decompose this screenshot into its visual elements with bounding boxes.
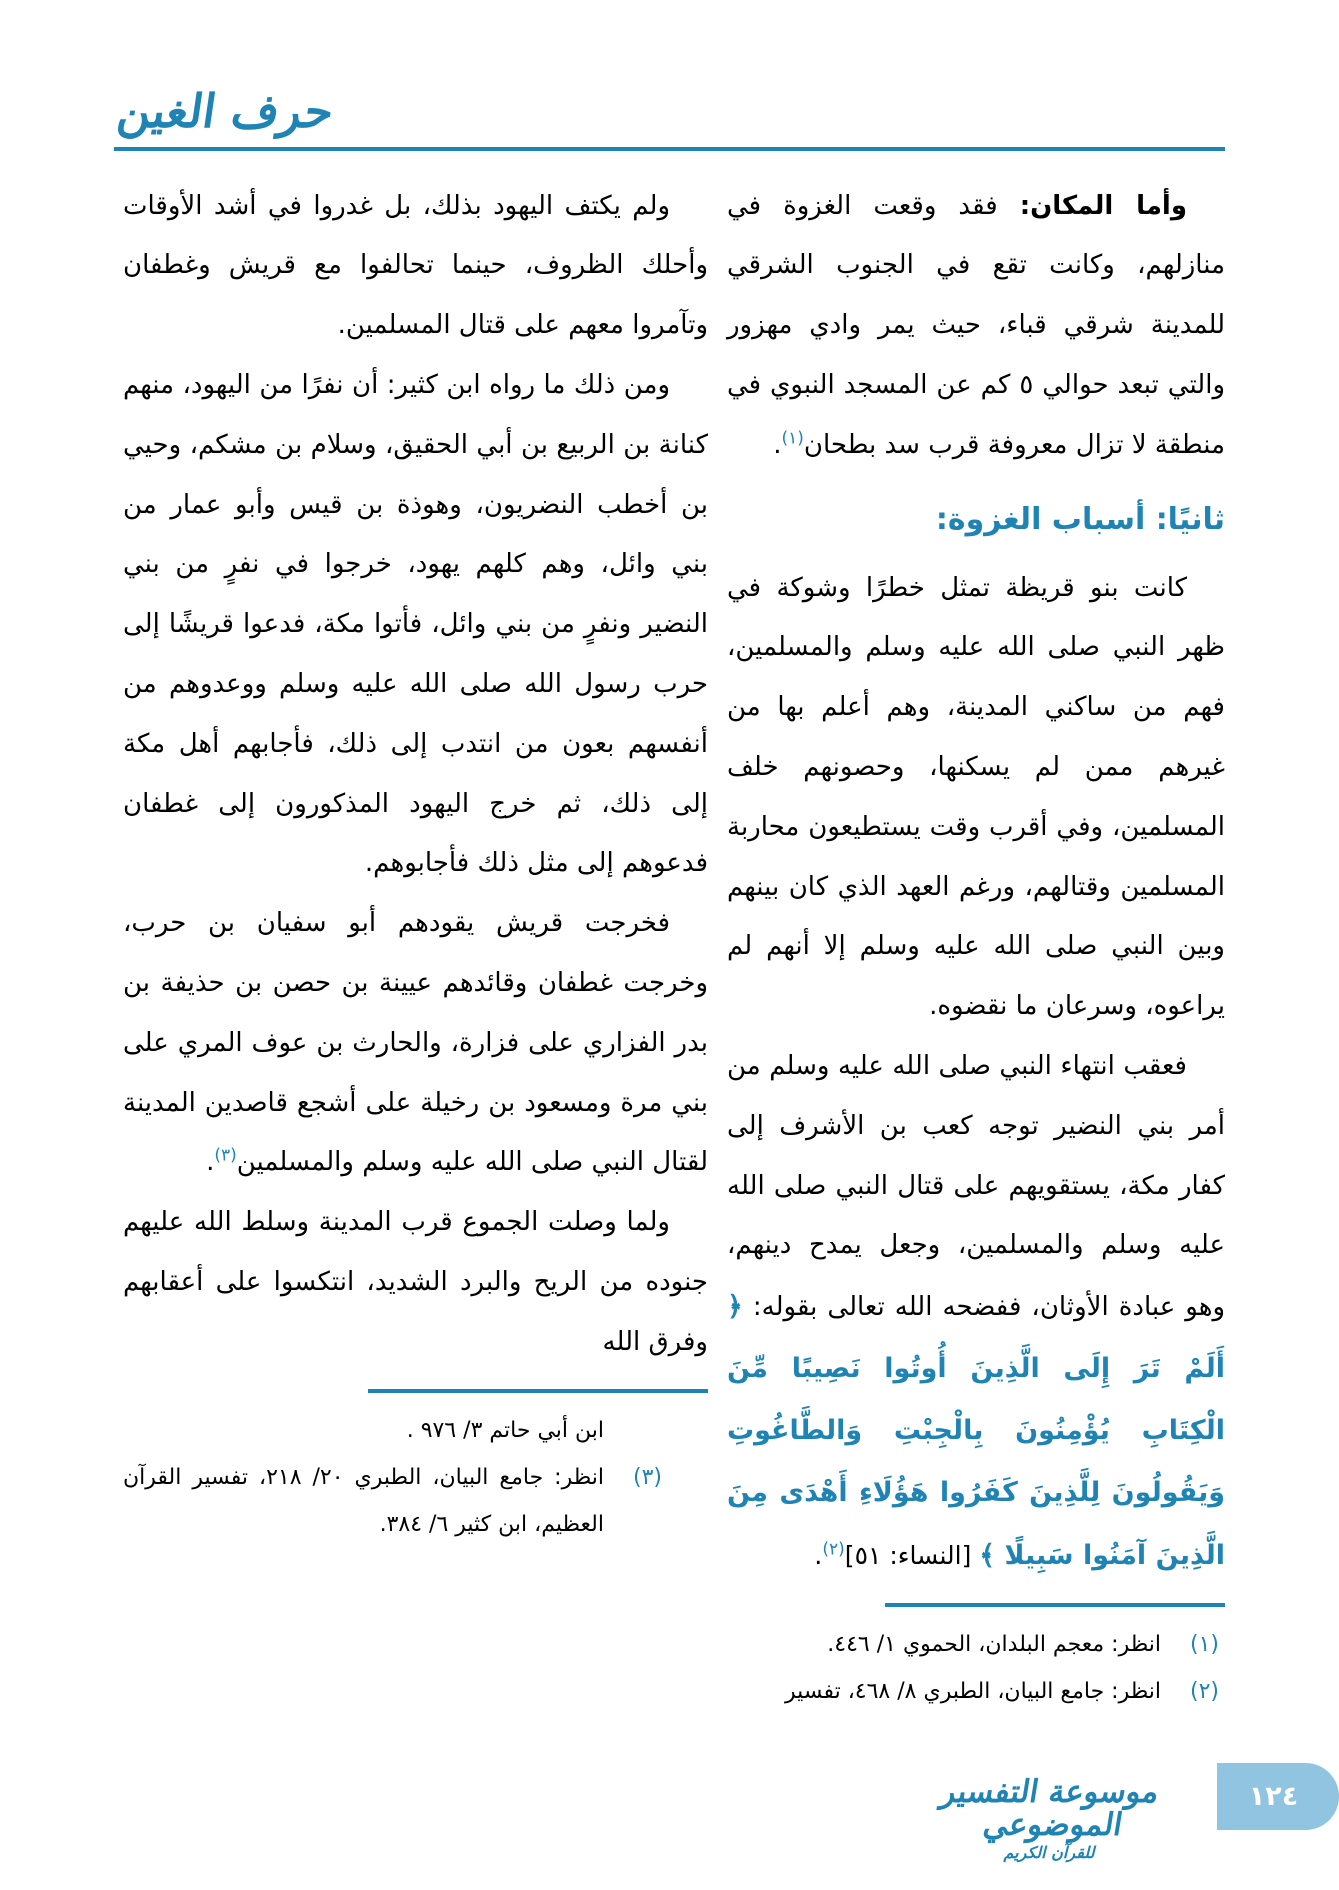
publisher-logo [929,1776,1169,1862]
paragraph-text: ولم يكتف اليهود بذلك، بل غدروا في أشد الأوقات وأحلك الظروف، حينما تحالفوا مع قريش وغطفان وتآمروا معهم على قتال المسلمين. [123,190,708,341]
paragraph-text: فعقب انتهاء النبي صلى الله عليه وسلم من أمر بني النضير توجه كعب بن الأشرف إلى كفار مكة، يستقويهم على قتال النبي صلى الله عليه وسلم والمسلمين، وجعل يمدح دينهم، وهو عبادة الأوثان، ففضحه الله تعالى بقوله: [727,1050,1225,1323]
paragraph-tail: . [814,1540,823,1571]
paragraph-danger [727,559,1225,1037]
paragraph-text: ولما وصلت الجموع قرب المدينة وسلط الله عليهم جنوده من الريح والبرد الشديد، انتكسوا على أعقابهم وفرق الله [123,1207,708,1357]
column-right [727,177,1225,1716]
paragraph-quraysh-march [123,894,708,1193]
footnote-ref-3: (٣) [214,1145,237,1166]
footnote-ref-1: (١) [781,428,804,449]
paragraph-text: فخرجت قريش يقودهم أبو سفيان بن حرب، وخرجت غطفان وقائدهم عيينة بن حصن بن حذيفة بن بدر الفزاري على فزارة، والحارث بن عوف المري على بني مرة ومسعود بن رخيلة على أشجع قاصدين المدينة لقتال النبي صلى الله عليه وسلم والمسلمين [123,908,708,1178]
paragraph-betrayal [123,177,708,356]
footnote-item-3 [123,1454,662,1549]
footnote-separator-right [885,1603,1225,1607]
footnote-text-2: انظر: جامع البيان، الطبري ٨/ ٤٦٨، تفسير [785,1678,1161,1704]
paragraph-lead: وأما المكان: [1019,190,1188,221]
page-number: ١٢٤ [1248,1781,1299,1812]
footnote-continuation-text: ابن أبي حاتم ٣/ ٩٧٦ . [406,1417,604,1443]
publisher-logo-subtitle: للقرآن الكريم [1003,1843,1095,1863]
footnote-marker-3: (٣) [632,1464,662,1490]
footnote-continuation [123,1407,662,1454]
paragraph-text: ومن ذلك ما رواه ابن كثير: أن نفرًا من اليهود، منهم كنانة بن الربيع بن أبي الحقيق، وسلام بن مشكم، وحيي بن أخطب النضريون، وهوذة بن قيس وأبو عمار من بني وائل، وهم كلهم يهود، خرجوا في نفرٍ من بني النضير ونفرٍ من بني وائل، فأتوا مكة، فدعوا قريشًا إلى حرب رسول الله صلى الله عليه وسلم ووعدوهم من أنفسهم بعون من انتدب إلى ذلك، فأجابهم أهل مكة إلى ذلك، ثم خرج اليهود المذكورون إلى غطفان فدعوهم إلى مثل ذلك فأجابوهم. [123,369,708,879]
section-heading-causes: ثانيًا: أسباب الغزوة: [935,501,1225,537]
footnote-separator-left [368,1389,708,1393]
page-header [0,0,1339,137]
paragraph-tail: . [206,1147,215,1178]
footnotes-right [727,1621,1225,1716]
footnote-marker-1: (١) [1189,1631,1219,1657]
verse-reference: [النساء: ٥١] [844,1540,980,1570]
paragraph-text: كانت بنو قريظة تمثل خطرًا وشوكة في ظهر النبي صلى الله عليه وسلم والمسلمين، فهم من ساكني المدينة، وهم أعلم بها من غيرهم ممن لم يسكنها، وحصونهم خلف المسلمين، وفي أقرب وقت يستطيعون محاربة المسلمين وقتالهم، ورغم العهد الذي كان بينهم وبين النبي صلى الله عليه وسلم إلا أنهم لم يراعوه، وسرعان ما نقضوه. [727,572,1225,1022]
page-number-badge [1217,1763,1339,1830]
paragraph-kaab [727,1037,1225,1587]
footnote-ref-2: (٢) [822,1538,845,1559]
paragraph-tail: . [773,429,782,460]
footnote-text-3: انظر: جامع البيان، الطبري ٢٠/ ٢١٨، تفسير القرآن العظيم، ابن كثير ٦/ ٣٨٤. [123,1464,604,1538]
footnote-text-1: انظر: معجم البلدان، الحموي ١/ ٤٤٦. [827,1631,1161,1657]
footnote-item-2 [727,1668,1219,1715]
footnote-marker-2: (٢) [1189,1678,1219,1704]
chapter-title: حرف الغين [111,84,333,138]
paragraph-location [727,177,1225,476]
publisher-logo-title: موسوعة التفسير الموضوعي [937,1774,1158,1843]
paragraph-wind [123,1193,708,1372]
footnotes-left [123,1407,708,1549]
text-columns [0,151,1339,1716]
quran-verse: ﴿ أَلَمْ تَرَ إِلَى الَّذِينَ أُوتُوا نَصِيبًا مِّنَ الْكِتَابِ يُؤْمِنُونَ بِالْجِبْتِ وَالطَّاغُوتِ وَيَقُولُونَ لِلَّذِينَ كَفَرُوا هَؤُلَاءِ أَهْدَى مِنَ الَّذِينَ آمَنُوا سَبِيلًا ﴾ [727,1291,1225,1571]
footnote-item-1 [727,1621,1219,1668]
column-left [123,177,708,1716]
paragraph-text: فقد وقعت الغزوة في منازلهم، وكانت تقع في الجنوب الشرقي للمدينة شرقي قباء، حيث يمر وادي مهزور والتي تبعد حوالي ٥ كم عن المسجد النبوي في منطقة لا تزال معروفة قرب سد بطحان [727,190,1225,460]
paragraph-ibn-kathir [123,356,708,894]
